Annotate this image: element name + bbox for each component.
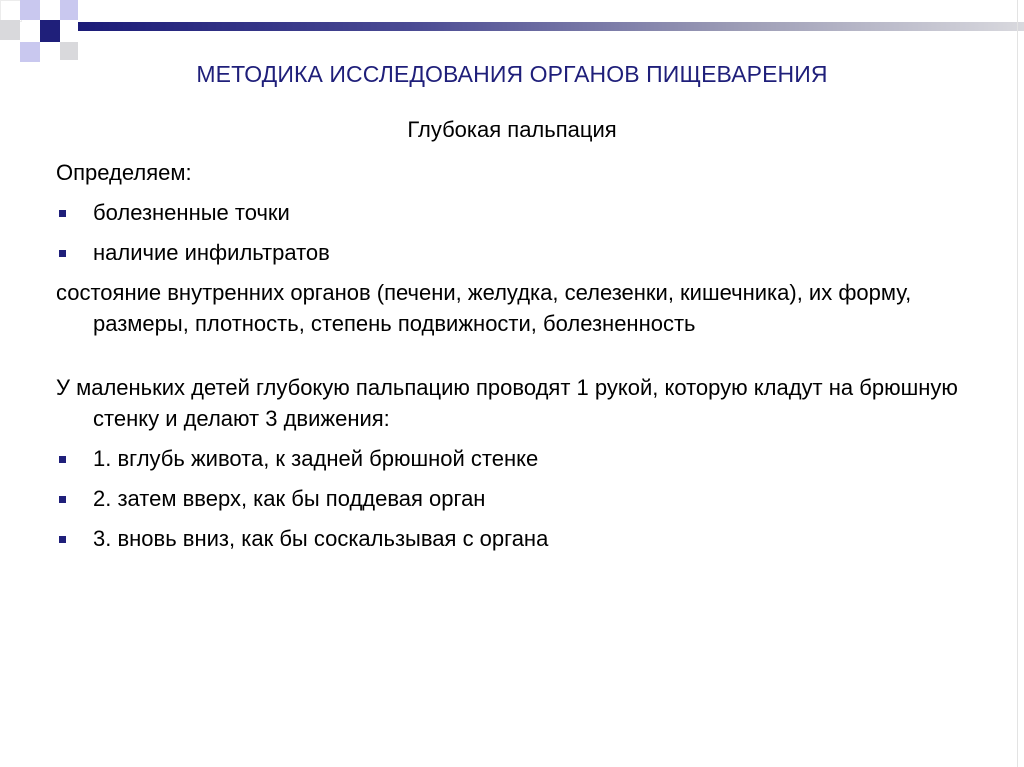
list-item-text: болезненные точки [93, 200, 290, 225]
corner-square [20, 42, 40, 62]
list-item [56, 483, 976, 514]
square-bullet-icon [59, 496, 66, 503]
paragraph: У маленьких детей глубокую пальпацию проводят 1 рукой, которую кладут на брюшную стенку и делают 3 движения: [56, 375, 958, 431]
list-item [56, 523, 976, 554]
slide-content [56, 157, 976, 554]
list-item [56, 197, 976, 228]
list-item-text: 3. вновь вниз, как бы соскальзывая с органа [93, 526, 549, 551]
corner-square [60, 42, 78, 60]
square-bullet-icon [59, 536, 66, 543]
list-item-text: наличие инфильтратов [93, 240, 330, 265]
list-item [56, 443, 976, 474]
corner-square [20, 0, 40, 20]
corner-square [60, 0, 78, 20]
header-bar [78, 22, 1024, 31]
corner-square [0, 0, 22, 22]
slide-title: МЕТОДИКА ИССЛЕДОВАНИЯ ОРГАНОВ ПИЩЕВАРЕНИЯ [196, 61, 828, 87]
slide-border [1017, 0, 1018, 767]
list-item-text: 2. затем вверх, как бы поддевая орган [93, 486, 486, 511]
square-bullet-icon [59, 210, 66, 217]
slide-subtitle: Глубокая пальпация [407, 117, 617, 142]
corner-square [40, 20, 60, 42]
list-item-text: 1. вглубь живота, к задней брюшной стенке [93, 446, 539, 471]
intro-text: Определяем: [56, 160, 192, 185]
paragraph: состояние внутренних органов (печени, желудка, селезенки, кишечника), их форму, размеры, плотность, степень подвижности, болезненность [56, 280, 912, 336]
square-bullet-icon [59, 456, 66, 463]
list-item [56, 237, 976, 268]
square-bullet-icon [59, 250, 66, 257]
corner-square [0, 20, 20, 40]
